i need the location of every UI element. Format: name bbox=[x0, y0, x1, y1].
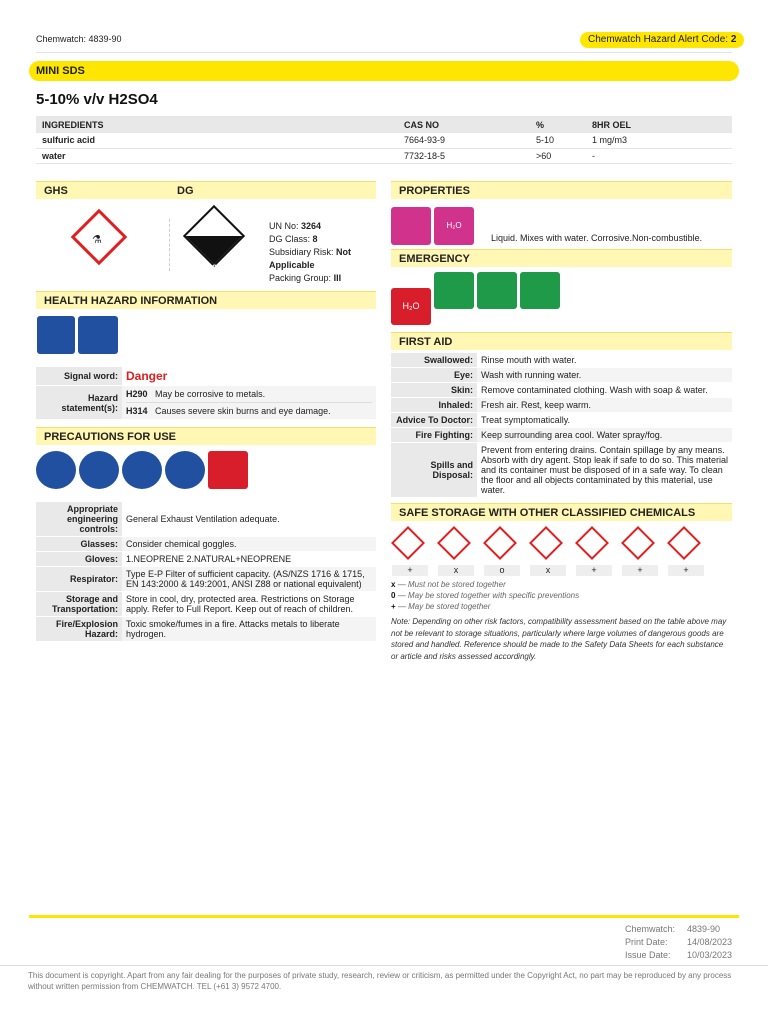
first-aid-header: FIRST AID bbox=[391, 332, 732, 350]
right-column bbox=[391, 181, 732, 662]
legend-symbol: x bbox=[391, 580, 396, 589]
mini-sds-banner: MINI SDS bbox=[29, 61, 739, 81]
un-value: 3264 bbox=[301, 221, 322, 231]
health-header: HEALTH HAZARD INFORMATION bbox=[36, 291, 376, 309]
hazard-code: H314 bbox=[126, 406, 148, 416]
issue-date: 10/03/2023 bbox=[687, 950, 733, 960]
emergency-icons bbox=[391, 267, 732, 332]
flammable-icon bbox=[391, 526, 425, 560]
irritant-icon bbox=[621, 526, 655, 560]
dg-class-label: DG Class: bbox=[269, 234, 311, 244]
ghs-dg-panel bbox=[36, 199, 376, 283]
compat-symbol: x bbox=[530, 565, 566, 576]
row-value: Prevent from entering drains. Contain spillage by any means. Absorb with dry agent. Stop leak if safe to do so. This material and its container must be disposed of in a safe way. To clean the floor and all objects contaminated by this material, use water. bbox=[477, 443, 732, 498]
print-date: 14/08/2023 bbox=[687, 937, 733, 947]
row-label: Respirator: bbox=[36, 567, 122, 592]
row-value: Treat symptomatically. bbox=[477, 413, 732, 428]
ppe-icons bbox=[36, 445, 376, 502]
cell: >60 bbox=[530, 148, 586, 163]
cell: sulfuric acid bbox=[36, 133, 398, 148]
first-aid-table bbox=[391, 353, 732, 498]
row-label: Advice To Doctor: bbox=[391, 413, 477, 428]
dg-label: DG bbox=[177, 185, 194, 197]
gloves-icon bbox=[36, 451, 76, 489]
un-label: UN No: bbox=[269, 221, 299, 231]
row-value: Type E-P Filter of sufficient capacity. (AS/NZS 1716 & 1715, EN 143:2000 & 149:2001, ANSI Z88 or national equivalent) bbox=[122, 567, 376, 592]
health-icons bbox=[36, 309, 376, 367]
row-value: Store in cool, dry, protected area. Restrictions on Storage apply. Refer to Full Report. Keep out of reach of children. bbox=[122, 592, 376, 617]
toxic-icon bbox=[483, 526, 517, 560]
row-label: Skin: bbox=[391, 383, 477, 398]
table-row bbox=[36, 133, 732, 148]
row-value: Rinse mouth with water. bbox=[477, 353, 732, 368]
print-label: Print Date: bbox=[625, 937, 668, 947]
precautions-table bbox=[36, 502, 376, 642]
legend-text: — May be stored together bbox=[397, 602, 491, 611]
compat-symbol: o bbox=[484, 565, 520, 576]
company-id: Chemwatch: 4839-90 bbox=[36, 34, 122, 44]
divider bbox=[0, 965, 768, 966]
row-value: General Exhaust Ventilation adequate. bbox=[122, 502, 376, 537]
overalls-icon bbox=[79, 451, 119, 489]
storage-note: Note: Depending on other risk factors, compatibility assessment based on the table above may not be relevant to storage situations, particularly where large volumes of dangerous goods are stored and handled. Reference should be made to the Safety Data Sheets for each substance or article and risks assessed accordingly. bbox=[391, 617, 727, 661]
row-label: Inhaled: bbox=[391, 398, 477, 413]
storage-header: SAFE STORAGE WITH OTHER CLASSIFIED CHEMICALS bbox=[391, 503, 732, 521]
properties-header: PROPERTIES bbox=[391, 181, 732, 199]
footer-rule bbox=[29, 915, 739, 918]
cell: water bbox=[36, 148, 398, 163]
cell: 7664-93-9 bbox=[398, 133, 530, 148]
properties-panel bbox=[391, 199, 732, 249]
liquid-icon bbox=[391, 207, 431, 245]
row-label: Storage and Transportation: bbox=[36, 592, 122, 617]
sub-risk-value: Not Applicable bbox=[269, 247, 352, 270]
dg-class-8-icon bbox=[183, 205, 245, 267]
copyright-notice: This document is copyright. Apart from any fair dealing for the purposes of private study, research, review or criticism, as permitted under the Copyright Act, no part may be reproduced by any process without written permission from CHEMWATCH. TEL (+61 3) 9572 4700. bbox=[28, 971, 732, 991]
eye-protection-icon bbox=[78, 316, 118, 354]
row-label: Appropriate engineering controls: bbox=[36, 502, 122, 537]
cell: 5-10 bbox=[530, 133, 586, 148]
hazard-label: Hazard statement(s): bbox=[36, 386, 122, 420]
legend-symbol: 0 bbox=[391, 591, 396, 600]
divider bbox=[36, 52, 732, 53]
col-header: INGREDIENTS bbox=[36, 116, 398, 133]
row-label: Swallowed: bbox=[391, 353, 477, 368]
ghs-label: GHS bbox=[44, 185, 68, 197]
cell: 7732-18-5 bbox=[398, 148, 530, 163]
row-value: Consider chemical goggles. bbox=[122, 537, 376, 552]
health-table bbox=[36, 367, 376, 420]
row-label: Spills and Disposal: bbox=[391, 443, 477, 498]
health-hazard-icon bbox=[575, 526, 609, 560]
packing-value: III bbox=[333, 273, 342, 283]
table-row bbox=[36, 148, 732, 163]
safety-shower-icon bbox=[520, 272, 560, 309]
eye-wash-icon bbox=[477, 272, 517, 309]
legend-text: — Must not be stored together bbox=[397, 580, 506, 589]
cell: 1 mg/m3 bbox=[586, 133, 732, 148]
oxidiser-icon bbox=[529, 526, 563, 560]
col-header: 8HR OEL bbox=[586, 116, 732, 133]
respirator-icon bbox=[165, 451, 205, 489]
row-label: Glasses: bbox=[36, 537, 122, 552]
cell: - bbox=[586, 148, 732, 163]
product-title: 5-10% v/v H2SO4 bbox=[36, 91, 158, 108]
dg-class-value: 8 bbox=[312, 234, 318, 244]
storage-legend bbox=[391, 579, 732, 612]
storage-pictograms bbox=[391, 521, 732, 579]
compat-symbol: x bbox=[438, 565, 474, 576]
fire-blanket-icon bbox=[208, 451, 248, 489]
ingredients-table bbox=[36, 116, 732, 164]
signal-label: Signal word: bbox=[36, 367, 122, 386]
boots-icon bbox=[122, 451, 162, 489]
alert-badge bbox=[580, 32, 744, 48]
col-header: % bbox=[530, 116, 586, 133]
row-value: Fresh air. Rest, keep warm. bbox=[477, 398, 732, 413]
properties-text: Liquid. Mixes with water. Corrosive.Non-combustible. bbox=[491, 233, 703, 243]
ghs-dg-header bbox=[36, 181, 376, 199]
extinguisher-water-icon: H₂O bbox=[391, 288, 431, 325]
row-label: Gloves: bbox=[36, 552, 122, 567]
compat-symbol: + bbox=[576, 565, 612, 576]
signal-word: Danger bbox=[122, 367, 376, 386]
left-column bbox=[36, 181, 376, 642]
row-value: Toxic smoke/fumes in a fire. Attacks metals to liberate hydrogen. bbox=[122, 617, 376, 642]
compat-symbol: + bbox=[392, 565, 428, 576]
hazard-code: H290 bbox=[126, 389, 148, 399]
cw-label: Chemwatch: bbox=[625, 924, 676, 934]
compat-symbol: + bbox=[622, 565, 658, 576]
row-label: Fire/Explosion Hazard: bbox=[36, 617, 122, 642]
divider bbox=[169, 219, 170, 271]
packing-label: Packing Group: bbox=[269, 273, 332, 283]
row-value: Wash with running water. bbox=[477, 368, 732, 383]
footer-meta bbox=[625, 923, 745, 962]
col-header: CAS NO bbox=[398, 116, 530, 133]
water-mix-icon: H₂O bbox=[434, 207, 474, 245]
emergency-header: EMERGENCY bbox=[391, 249, 732, 267]
corrosive-icon bbox=[667, 526, 701, 560]
row-value: 1.NEOPRENE 2.NATURAL+NEOPRENE bbox=[122, 552, 376, 567]
compat-symbol: + bbox=[668, 565, 704, 576]
explosive-icon bbox=[437, 526, 471, 560]
legend-text: — May be stored together with specific preventions bbox=[397, 591, 580, 600]
sub-risk-label: Subsidiary Risk: bbox=[269, 247, 334, 257]
wash-hands-icon bbox=[37, 316, 75, 354]
precautions-header: PRECAUTIONS FOR USE bbox=[36, 427, 376, 445]
corrosive-glyph-icon: ⚗ bbox=[92, 234, 102, 246]
alert-code: 2 bbox=[730, 34, 737, 45]
cw-value: 4839-90 bbox=[687, 924, 721, 934]
row-label: Fire Fighting: bbox=[391, 428, 477, 443]
issue-label: Issue Date: bbox=[625, 950, 671, 960]
row-value: Keep surrounding area cool. Water spray/fog. bbox=[477, 428, 732, 443]
row-label: Eye: bbox=[391, 368, 477, 383]
hazard-text: May be corrosive to metals. bbox=[155, 389, 266, 399]
row-value: Remove contaminated clothing. Wash with soap & water. bbox=[477, 383, 732, 398]
legend-symbol: + bbox=[391, 602, 396, 611]
hazard-statements bbox=[122, 386, 376, 420]
rest-bed-icon bbox=[434, 272, 474, 309]
alert-label: Chemwatch Hazard Alert Code: bbox=[588, 34, 729, 45]
hazard-text: Causes severe skin burns and eye damage. bbox=[155, 406, 331, 416]
dg-number: 8 bbox=[212, 263, 218, 273]
dg-info bbox=[269, 220, 374, 285]
